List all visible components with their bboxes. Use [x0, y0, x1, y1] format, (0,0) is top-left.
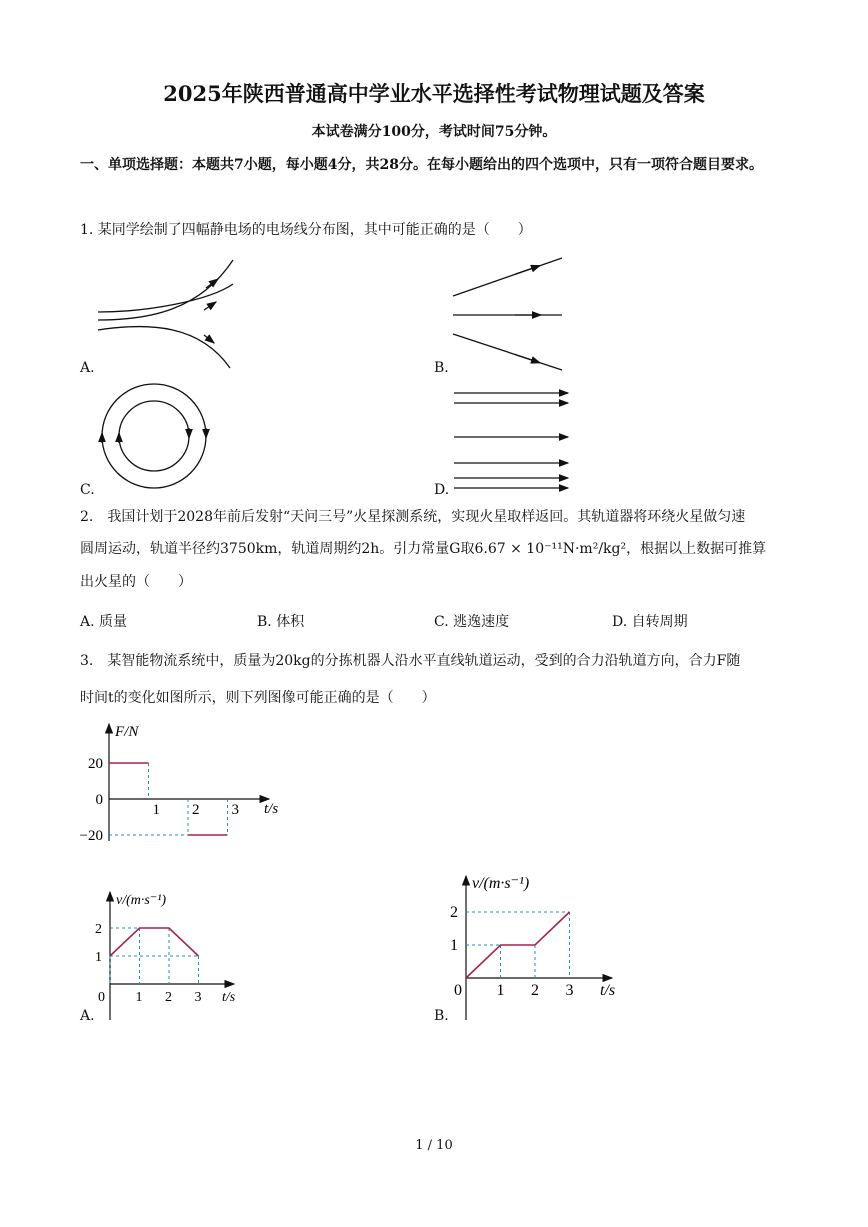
field-line	[119, 401, 189, 471]
y-axis-label: F/N	[115, 724, 139, 740]
y-tick-label: 0	[95, 792, 103, 808]
q1-figure-b	[445, 250, 575, 375]
x-tick-label: 2	[531, 982, 539, 999]
y-tick-label: −20	[79, 828, 103, 844]
page-number: 1 / 10	[415, 1138, 453, 1153]
page-title: 2025年陕西普通高中学业水平选择性考试物理试题及答案	[163, 81, 705, 106]
x-tick-label: 0	[98, 990, 105, 1005]
x-axis-label: t/s	[600, 982, 616, 999]
question-3-line-2: 时间t的变化如图所示，则下列图像可能正确的是（ ）	[80, 690, 436, 706]
velocity-chart-a	[74, 884, 274, 1024]
x-tick-label: 3	[565, 982, 574, 999]
velocity-chart-b	[430, 868, 630, 1026]
q1-figure-c	[92, 383, 222, 493]
q1-label-d: D.	[434, 482, 450, 498]
q3-label-a: A.	[80, 1008, 95, 1024]
question-2-line-2: 圆周运动，轨道半径约3750km，轨道周期约2h。引力常量G取6.67 × 10⁻¹¹N·m²/kg²，根据以上数据可推算	[80, 541, 767, 557]
field-line	[102, 384, 206, 488]
x-tick-label: 2	[165, 990, 172, 1005]
exam-info: 本试卷满分100分，考试时间75分钟。	[311, 124, 557, 140]
x-tick-label: 1	[152, 802, 160, 818]
q3-label-b: B.	[434, 1008, 449, 1024]
q1-label-c: C.	[80, 482, 95, 498]
question-1-stem: 1. 某同学绘制了四幅静电场的电场线分布图，其中可能正确的是（ ）	[80, 222, 532, 238]
field-line	[453, 334, 562, 370]
x-tick-label: 3	[194, 990, 202, 1005]
x-tick-label: 3	[231, 802, 239, 818]
section-heading: 一、单项选择题：本题共7小题，每小题4分，共28分。在每小题给出的四个选项中，只有一项符合题目要求。	[80, 157, 763, 173]
question-3-line-1: 3. 某智能物流系统中，质量为20kg的分拣机器人沿水平直线轨道运动，受到的合力沿轨道方向，合力F随	[80, 653, 741, 669]
y-tick-label: 2	[95, 922, 102, 937]
y-tick-label: 1	[450, 937, 458, 954]
force-time-chart	[74, 716, 294, 846]
field-line	[453, 258, 562, 296]
velocity-series-line	[110, 928, 199, 956]
x-axis-label: t/s	[264, 801, 279, 817]
velocity-series-line	[466, 912, 570, 978]
q2-option-a: A. 质量	[80, 614, 128, 630]
x-axis-label: t/s	[222, 990, 236, 1005]
field-line	[98, 284, 233, 312]
question-2-line-1: 2. 我国计划于2028年前后发射“天问三号”火星探测系统，实现火星取样返回。其轨道器将环绕火星做匀速	[80, 509, 746, 525]
q1-label-b: B.	[434, 360, 449, 376]
x-tick-label: 0	[454, 982, 462, 999]
q1-figure-a	[90, 250, 260, 375]
q2-option-c: C. 逃逸速度	[434, 614, 510, 630]
x-tick-label: 1	[496, 982, 505, 999]
x-tick-label: 1	[135, 990, 143, 1005]
y-tick-label: 1	[95, 950, 102, 965]
y-axis-label: v/(m·s⁻¹)	[116, 893, 167, 908]
y-tick-label: 20	[88, 756, 103, 772]
question-2-line-3: 出火星的（ ）	[80, 574, 192, 590]
y-axis-label: v/(m·s⁻¹)	[472, 875, 530, 892]
q1-figure-d	[450, 385, 575, 495]
x-tick-label: 2	[192, 802, 200, 818]
q2-option-d: D. 自转周期	[612, 614, 688, 630]
field-line	[98, 326, 230, 368]
y-tick-label: 2	[450, 904, 458, 921]
q1-label-a: A.	[80, 360, 95, 376]
q2-option-b: B. 体积	[257, 614, 305, 630]
